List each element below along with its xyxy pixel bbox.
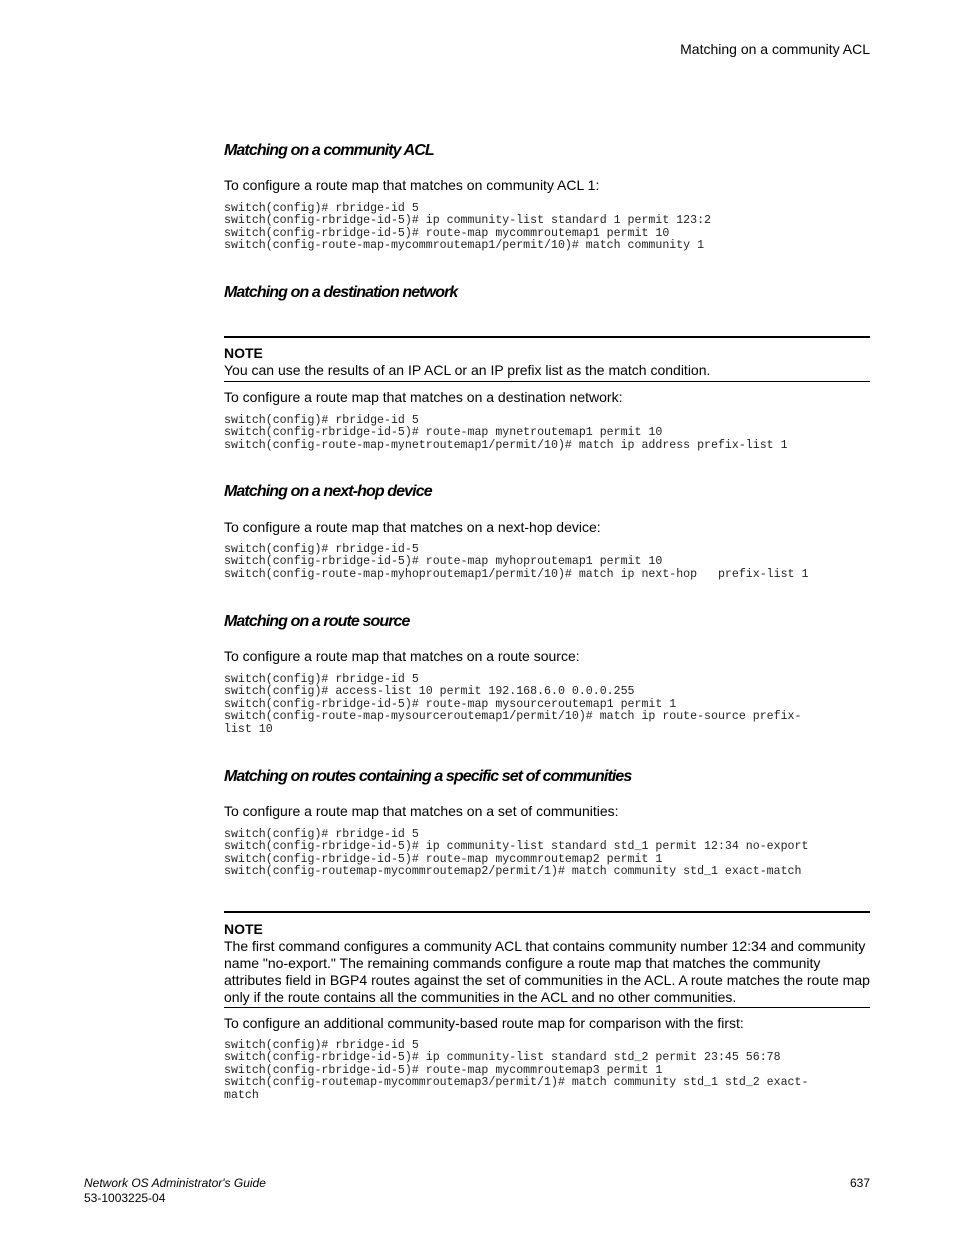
- note-label: NOTE: [224, 921, 263, 937]
- code-block-additional-route-map: switch(config)# rbridge-id 5 switch(config-rbridge-id-5)# ip community-list standard std_2 permit 23:45 56:78 switch(config-rbridge-id-5)# route-map mycommroutemap3 permit 1 switch(config-routemap-mycommroutemap3/permit/1)# match community std_1 std_2 exact- match: [224, 1039, 809, 1102]
- note-box-destination: [224, 336, 870, 382]
- running-header: Matching on a community ACL: [680, 41, 870, 57]
- intro-community-acl: To configure a route map that matches on community ACL 1:: [224, 177, 600, 193]
- note-text: You can use the results of an IP ACL or an IP prefix list as the match condition.: [224, 362, 711, 378]
- code-block-next-hop: switch(config)# rbridge-id-5 switch(config-rbridge-id-5)# route-map myhoproutemap1 permit 10 switch(config-route-map-myhoproutemap1/permit/10)# match ip next-hop prefix-list 1: [224, 543, 809, 581]
- intro-next-hop: To configure a route map that matches on a next-hop device:: [224, 519, 601, 535]
- intro-communities-set: To configure a route map that matches on a set of communities:: [224, 803, 619, 819]
- intro-additional-route-map: To configure an additional community-based route map for comparison with the first:: [224, 1015, 744, 1031]
- heading-destination-network: Matching on a destination network: [224, 284, 458, 301]
- footer-doc-title: Network OS Administrator's Guide: [84, 1176, 266, 1190]
- code-block-communities-set: switch(config)# rbridge-id 5 switch(config-rbridge-id-5)# ip community-list standard std_1 permit 12:34 no-export switch(config-rbridge-id-5)# route-map mycommroutemap2 permit 1 switch(config-routemap-mycommroutemap2/permit/1)# match community std_1 exact-match: [224, 828, 809, 879]
- code-block-destination-network: switch(config)# rbridge-id 5 switch(config-rbridge-id-5)# route-map mynetroutemap1 permit 10 switch(config-route-map-mynetroutemap1/permit/10)# match ip address prefix-list 1: [224, 414, 788, 452]
- note-box-communities: [224, 911, 870, 1008]
- intro-destination-network: To configure a route map that matches on a destination network:: [224, 389, 623, 405]
- intro-route-source: To configure a route map that matches on a route source:: [224, 648, 580, 664]
- heading-next-hop: Matching on a next-hop device: [224, 483, 432, 500]
- footer-doc-number: 53-1003225-04: [84, 1191, 166, 1205]
- footer-document-info: [84, 1176, 266, 1206]
- note-text: The first command configures a community ACL that contains community number 12:34 and community name "no-export." The remaining commands configure a route map that matches the community attributes field in BGP4 routes against the set of communities in the ACL. A route matches the route map only if the route contains all the communities in the ACL and no other communities.: [224, 938, 870, 1005]
- heading-route-source: Matching on a route source: [224, 613, 410, 630]
- code-block-route-source: switch(config)# rbridge-id 5 switch(config)# access-list 10 permit 192.168.6.0 0.0.0.255 switch(config-rbridge-id-5)# route-map mysourceroutemap1 permit 1 switch(config-route-map-mysourceroutemap1/permit/10)# match ip route-source prefix- list 10: [224, 673, 802, 736]
- footer-page-number: 637: [849, 1176, 870, 1190]
- heading-community-acl: Matching on a community ACL: [224, 142, 434, 159]
- heading-communities-set: Matching on routes containing a specific set of communities: [224, 768, 632, 785]
- note-label: NOTE: [224, 345, 263, 361]
- code-block-community-acl: switch(config)# rbridge-id 5 switch(config-rbridge-id-5)# ip community-list standard 1 permit 123:2 switch(config-rbridge-id-5)# route-map mycommroutemap1 permit 10 switch(config-route-map-mycommroutemap1/permit/10)# match community 1: [224, 202, 712, 253]
